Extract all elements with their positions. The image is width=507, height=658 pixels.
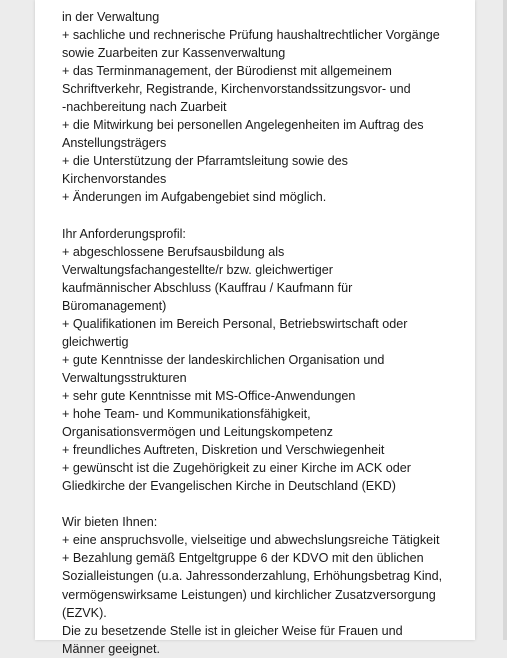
- text-line: + Änderungen im Aufgabengebiet sind möglich.: [62, 190, 327, 205]
- profile-section: [62, 225, 482, 496]
- text-line: + die Unterstützung der Pfarramtsleitung sowie des: [62, 154, 348, 169]
- text-line: + die Mitwirkung bei personellen Angelegenheiten im Auftrag des: [62, 118, 424, 133]
- section-heading: Ihr Anforderungsprofil:: [62, 226, 186, 241]
- document-text: [62, 8, 482, 658]
- tasks-section: [62, 8, 482, 207]
- text-line: Gliedkirche der Evangelischen Kirche in Deutschland (EKD): [62, 479, 396, 494]
- text-line: Die zu besetzende Stelle ist in gleicher Weise für Frauen und: [62, 623, 403, 638]
- text-line: + Qualifikationen im Bereich Personal, Betriebswirtschaft oder: [62, 316, 408, 331]
- page-edge: [503, 0, 507, 640]
- text-line: + abgeschlossene Berufsausbildung als: [62, 244, 285, 259]
- text-line: (EZVK).: [62, 605, 107, 620]
- document-page: [35, 0, 475, 656]
- text-line: + gute Kenntnisse der landeskirchlichen Organisation und: [62, 352, 385, 367]
- paragraph-gap: [62, 207, 482, 225]
- text-line: + eine anspruchsvolle, vielseitige und abwechslungsreiche Tätigkeit: [62, 533, 440, 548]
- text-line: Männer geeignet.: [62, 641, 161, 656]
- text-line: + hohe Team- und Kommunikationsfähigkeit,: [62, 407, 311, 422]
- text-line: sowie Zuarbeiten zur Kassenverwaltung: [62, 46, 286, 61]
- text-line: + Bezahlung gemäß Entgeltgruppe 6 der KDVO mit den üblichen: [62, 551, 424, 566]
- section-heading: Wir bieten Ihnen:: [62, 515, 158, 530]
- text-line: gleichwertig: [62, 334, 129, 349]
- text-line: + freundliches Auftreten, Diskretion und Verschwiegenheit: [62, 443, 385, 458]
- text-line: in der Verwaltung: [62, 10, 160, 24]
- paragraph-gap: [62, 495, 482, 513]
- text-line: Büromanagement): [62, 298, 167, 313]
- text-line: Organisationsvermögen und Leitungskompetenz: [62, 425, 333, 440]
- text-line: Verwaltungsfachangestellte/r bzw. gleichwertiger: [62, 262, 333, 277]
- text-line: + sehr gute Kenntnisse mit MS-Office-Anwendungen: [62, 388, 356, 403]
- text-line: Kirchenvorstandes: [62, 172, 167, 187]
- text-line: -nachbereitung nach Zuarbeit: [62, 100, 227, 115]
- text-line: kaufmännischer Abschluss (Kauffrau / Kaufmann für: [62, 280, 353, 295]
- text-line: Anstellungsträgers: [62, 136, 167, 151]
- text-line: Verwaltungsstrukturen: [62, 370, 187, 385]
- text-line: vermögenswirksame Leistungen) und kirchlicher Zusatzversorgung: [62, 587, 436, 602]
- offer-section: [62, 513, 482, 657]
- text-line: + gewünscht ist die Zugehörigkeit zu einer Kirche im ACK oder: [62, 461, 411, 476]
- text-line: + sachliche und rechnerische Prüfung haushaltrechtlicher Vorgänge: [62, 28, 440, 43]
- text-line: + das Terminmanagement, der Bürodienst mit allgemeinem: [62, 64, 392, 79]
- text-line: Schriftverkehr, Registrande, Kirchenvorstandssitzungsvor- und: [62, 82, 411, 97]
- text-line: Sozialleistungen (u.a. Jahressonderzahlung, Erhöhungsbetrag Kind,: [62, 569, 443, 584]
